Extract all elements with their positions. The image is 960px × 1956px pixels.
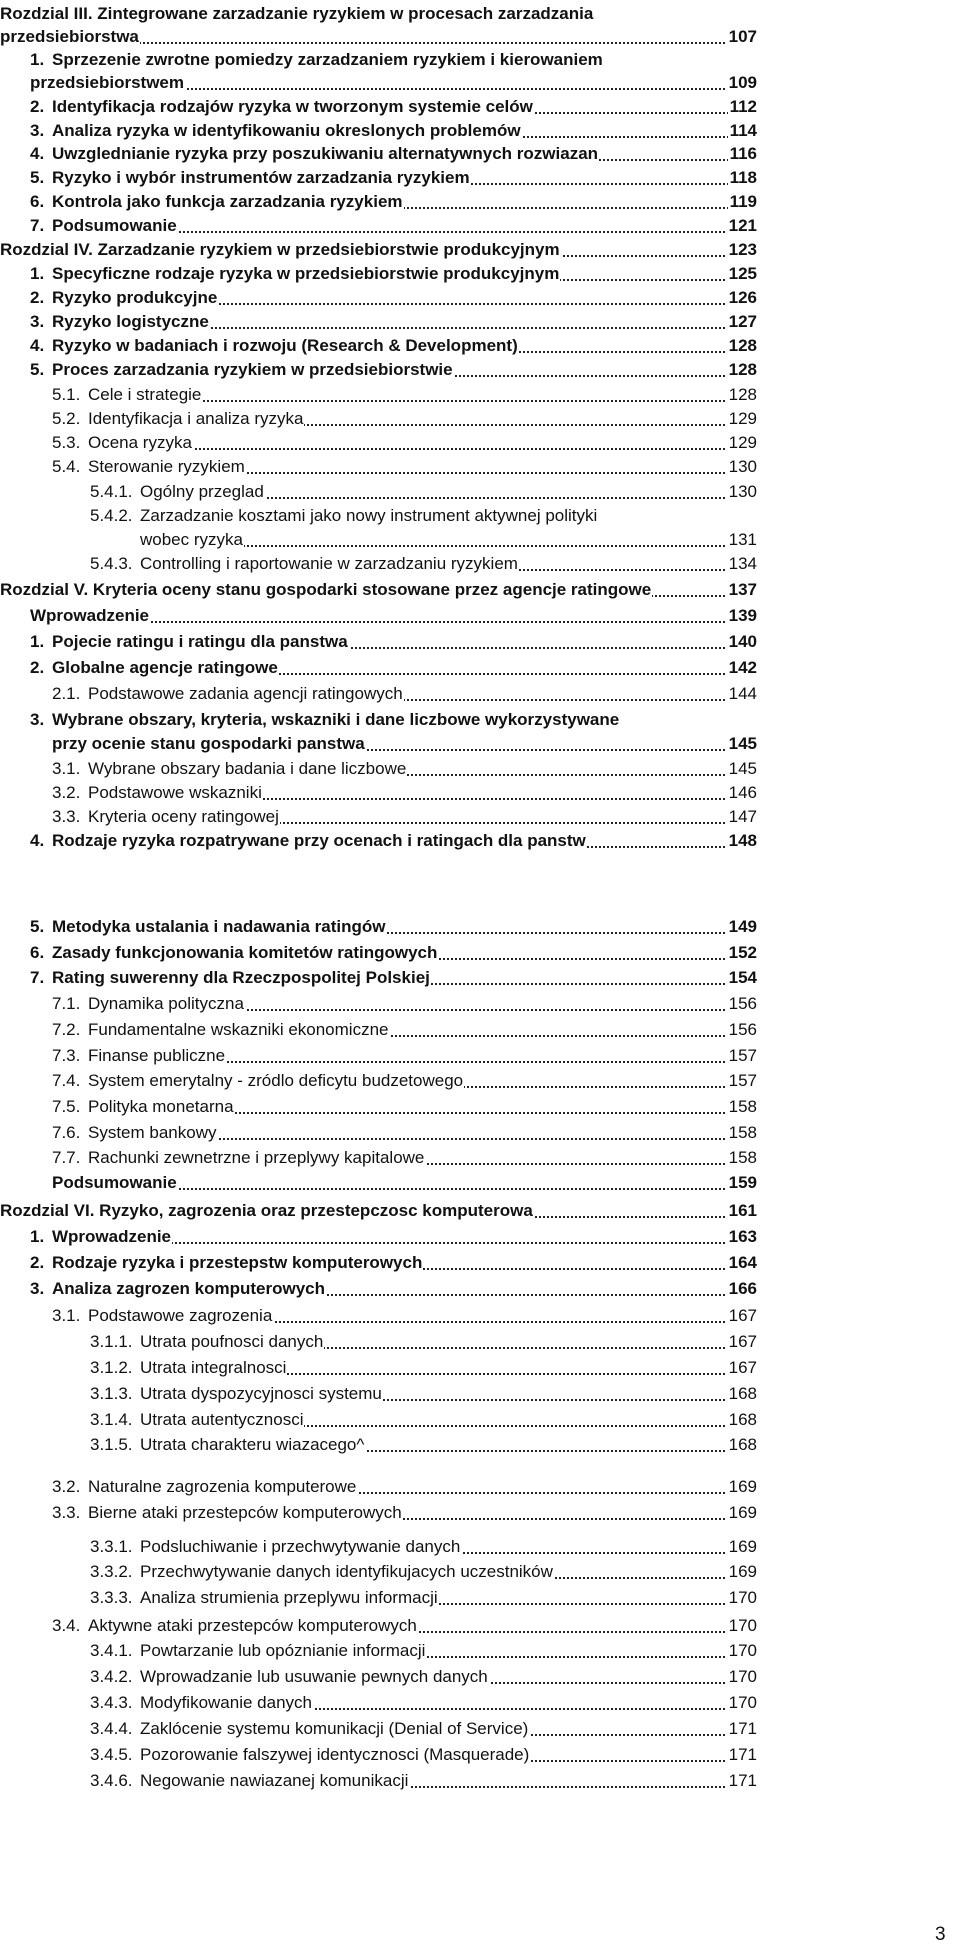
toc-page-number: 128 xyxy=(728,385,757,404)
toc-number: 3.4.3. xyxy=(90,1693,133,1712)
toc-number: 5.2. xyxy=(52,409,81,428)
toc-page-number: 158 xyxy=(728,1097,757,1116)
toc-entry xyxy=(0,287,770,313)
toc-page-number: 129 xyxy=(728,409,757,428)
toc-page-number: 168 xyxy=(728,1435,757,1454)
toc-title: Controlling i raportowanie w zarzadzaniu ryzykiem xyxy=(140,554,518,573)
toc-number: 3.4.1. xyxy=(90,1641,133,1660)
toc-title: Wybrane obszary badania i dane liczbowe xyxy=(88,759,407,778)
toc-entry xyxy=(0,1147,770,1173)
toc-page-number: 152 xyxy=(728,943,757,962)
toc-entry xyxy=(0,432,770,458)
toc-number: 4. xyxy=(30,336,45,355)
toc-entry xyxy=(0,1587,770,1613)
toc-page-number: 154 xyxy=(728,968,757,987)
toc-entry xyxy=(0,993,770,1019)
toc-page-number: 139 xyxy=(728,606,757,625)
toc-title: Podstawowe zadania agencji ratingowych xyxy=(88,684,403,703)
toc-title: System bankowy xyxy=(88,1123,217,1142)
toc-title: przy ocenie stanu gospodarki panstwa xyxy=(52,734,365,753)
toc-page-number: 166 xyxy=(728,1279,757,1298)
toc-title: Rodzaje ryzyka rozpatrywane przy ocenach i ratingach dla panstw xyxy=(52,831,586,850)
toc-entry xyxy=(0,683,770,709)
toc-title: Ryzyko w badaniach i rozwoju (Research & Development) xyxy=(52,336,518,355)
toc-number: 3.4.5. xyxy=(90,1745,133,1764)
toc-entry xyxy=(0,657,770,683)
toc-entry xyxy=(0,1561,770,1587)
toc-number: 3.1.3. xyxy=(90,1384,133,1403)
toc-title: Polityka monetarna xyxy=(88,1097,234,1116)
toc-entry xyxy=(0,758,770,784)
toc-page-number: 158 xyxy=(728,1123,757,1142)
toc-title: Finanse publiczne xyxy=(88,1046,226,1065)
toc-page-number: 148 xyxy=(728,831,757,850)
toc-number: 7.7. xyxy=(52,1148,81,1167)
toc-page-number: 127 xyxy=(728,312,757,331)
toc-title: Utrata charakteru wiazacego^ xyxy=(140,1435,365,1454)
toc-number: 2. xyxy=(30,97,45,116)
toc-page-number: 169 xyxy=(728,1562,757,1581)
toc-title: Identyfikacja rodzajów ryzyka w tworzonym systemie celów xyxy=(52,97,533,116)
toc-number: 7.4. xyxy=(52,1071,81,1090)
toc-entry xyxy=(0,167,770,193)
toc-title: Ryzyko produkcyjne xyxy=(52,288,218,307)
toc-entry xyxy=(0,830,770,856)
toc-page-number: 149 xyxy=(728,917,757,936)
toc-page-number: 125 xyxy=(728,264,757,283)
toc-page-number: 142 xyxy=(728,658,757,677)
toc-title: Pozorowanie falszywej identycznosci (Masquerade) xyxy=(140,1745,530,1764)
toc-title: Zarzadzanie kosztami jako nowy instrument aktywnej polityki xyxy=(140,506,598,525)
toc-number: 3.3. xyxy=(52,807,81,826)
toc-number: 2. xyxy=(30,1253,45,1272)
toc-page-number: 170 xyxy=(728,1616,757,1635)
toc-title: Utrata poufnosci danych xyxy=(140,1332,324,1351)
toc-entry xyxy=(0,579,770,605)
toc-page-number: 116 xyxy=(729,144,757,163)
toc-entry xyxy=(0,806,770,832)
toc-entry xyxy=(0,916,770,942)
toc-title: Kryteria oceny ratingowej xyxy=(88,807,279,826)
toc-title: przedsiebiorstwa xyxy=(0,27,139,46)
toc-number: 6. xyxy=(30,943,45,962)
toc-number: 5. xyxy=(30,917,45,936)
toc-number: 6. xyxy=(30,192,45,211)
toc-entry xyxy=(0,1409,770,1435)
toc-title: Wprowadzenie xyxy=(30,606,150,625)
toc-number: 7. xyxy=(30,968,45,987)
toc-title: Kontrola jako funkcja zarzadzania ryzykiem xyxy=(52,192,403,211)
toc-number: 3. xyxy=(30,1279,45,1298)
toc-entry xyxy=(0,1718,770,1744)
toc-title: Rachunki zewnetrzne i przeplywy kapitalowe xyxy=(88,1148,425,1167)
toc-page-number: 169 xyxy=(728,1537,757,1556)
toc-entry xyxy=(0,311,770,337)
toc-number: 3.2. xyxy=(52,783,81,802)
toc-page-number: 114 xyxy=(729,121,757,140)
toc-number: 5.3. xyxy=(52,433,81,452)
toc-number: 5.4.1. xyxy=(90,482,133,501)
toc-entry xyxy=(0,239,770,265)
toc-page-number: 170 xyxy=(728,1588,757,1607)
toc-number: 5.4.2. xyxy=(90,506,133,525)
toc-title: Podsluchiwanie i przechwytywanie danych xyxy=(140,1537,461,1556)
toc-number: 4. xyxy=(30,144,45,163)
toc-title: Wybrane obszary, kryteria, wskazniki i dane liczbowe wykorzystywane xyxy=(52,710,620,729)
toc-number: 3.3.1. xyxy=(90,1537,133,1556)
toc-title: Modyfikowanie danych xyxy=(140,1693,312,1712)
toc-number: 3.1. xyxy=(52,1306,81,1325)
toc-page-number: 157 xyxy=(728,1071,757,1090)
toc-page-number: 123 xyxy=(728,240,757,259)
toc-entry xyxy=(0,481,770,507)
toc-title: Ogólny przeglad xyxy=(140,482,264,501)
toc-number: 7.2. xyxy=(52,1020,81,1039)
toc-page-number: 147 xyxy=(728,807,757,826)
toc-entry xyxy=(0,1070,770,1096)
toc-entry xyxy=(0,1305,770,1331)
toc-entry xyxy=(0,1383,770,1409)
toc-page-number: 168 xyxy=(728,1384,757,1403)
toc-page-number: 171 xyxy=(728,1771,757,1790)
toc-page-number: 137 xyxy=(728,580,757,599)
toc-page-number: 156 xyxy=(728,994,757,1013)
toc-title: Proces zarzadzania ryzykiem w przedsiebiorstwie xyxy=(52,360,453,379)
toc-title: Podsumowanie xyxy=(52,1173,177,1192)
toc-entry xyxy=(0,1122,770,1148)
toc-entry xyxy=(0,215,770,241)
toc-page-number: 170 xyxy=(728,1667,757,1686)
toc-entry xyxy=(0,408,770,434)
toc-title: Uwzglednianie ryzyka przy poszukiwaniu alternatywnych rozwiazan xyxy=(52,144,599,163)
toc-page-number: 158 xyxy=(728,1148,757,1167)
toc-entry xyxy=(0,1252,770,1278)
toc-title: Powtarzanie lub opóznianie informacji xyxy=(140,1641,426,1660)
toc-page-number: 169 xyxy=(728,1477,757,1496)
toc-number: 4. xyxy=(30,831,45,850)
toc-entry xyxy=(0,1640,770,1666)
toc-page-number: 130 xyxy=(728,457,757,476)
toc-entry xyxy=(0,1476,770,1502)
toc-number: 5. xyxy=(30,360,45,379)
toc-number: 5.4. xyxy=(52,457,81,476)
toc-number: 1. xyxy=(30,50,45,69)
toc-number: 3.3.2. xyxy=(90,1562,133,1581)
toc-title: Podstawowe zagrozenia xyxy=(88,1306,273,1325)
toc-title: Specyficzne rodzaje ryzyka w przedsiebiorstwie produkcyjnym xyxy=(52,264,560,283)
toc-title: Rodzaje ryzyka i przestepstw komputerowych xyxy=(52,1253,423,1272)
toc-page-number: 167 xyxy=(728,1332,757,1351)
toc-title: Cele i strategie xyxy=(88,385,202,404)
toc-title: Wprowadzanie lub usuwanie pewnych danych xyxy=(140,1667,488,1686)
toc-title: Analiza zagrozen komputerowych xyxy=(52,1279,325,1298)
toc-entry xyxy=(0,505,770,531)
toc-page-number: 167 xyxy=(728,1358,757,1377)
toc-title: Przechwytywanie danych identyfikujacych uczestników xyxy=(140,1562,553,1581)
toc-number: 3.1.4. xyxy=(90,1410,133,1429)
toc-page-number: 146 xyxy=(728,783,757,802)
toc-title: Aktywne ataki przestepców komputerowych xyxy=(88,1616,417,1635)
toc-number: 3.4. xyxy=(52,1616,81,1635)
toc-number: 3.3. xyxy=(52,1503,81,1522)
toc-title: Bierne ataki przestepców komputerowych xyxy=(88,1503,402,1522)
toc-page-number: 170 xyxy=(728,1693,757,1712)
toc-title: Globalne agencje ratingowe xyxy=(52,658,278,677)
toc-number: 3. xyxy=(30,710,45,729)
toc-page-number: 118 xyxy=(729,168,757,187)
toc-entry xyxy=(0,1692,770,1718)
toc-entry xyxy=(0,263,770,289)
toc-entry xyxy=(0,553,770,579)
toc-title: wobec ryzyka xyxy=(140,530,243,549)
toc-page-number: 145 xyxy=(728,734,757,753)
dot-leader xyxy=(50,621,737,623)
toc-entry xyxy=(0,456,770,482)
toc-entry xyxy=(0,942,770,968)
toc-number: 3.3.3. xyxy=(90,1588,133,1607)
toc-entry xyxy=(0,1019,770,1045)
toc-number: 7.3. xyxy=(52,1046,81,1065)
toc-entry xyxy=(0,782,770,808)
toc-page-number: 156 xyxy=(728,1020,757,1039)
toc-entry xyxy=(0,1744,770,1770)
toc-title: Dynamika polityczna xyxy=(88,994,244,1013)
toc-page-number: 140 xyxy=(728,632,757,651)
toc-page-number: 119 xyxy=(729,192,757,211)
toc-title: Rozdzial IV. Zarzadzanie ryzykiem w przedsiebiorstwie produkcyjnym xyxy=(0,240,560,259)
toc-title: Zaklócenie systemu komunikacji (Denial of Service) xyxy=(140,1719,529,1738)
toc-page-number: 164 xyxy=(728,1253,757,1272)
toc-number: 5. xyxy=(30,168,45,187)
toc-entry xyxy=(0,1172,770,1198)
toc-title: Fundamentalne wskazniki ekonomiczne xyxy=(88,1020,389,1039)
toc-entry xyxy=(0,96,770,122)
toc-title: Rozdzial III. Zintegrowane zarzadzanie ryzykiem w procesach zarzadzania xyxy=(0,4,594,23)
toc-number: 3.2. xyxy=(52,1477,81,1496)
toc-page-number: 107 xyxy=(728,27,757,46)
toc-number: 7.1. xyxy=(52,994,81,1013)
toc-entry xyxy=(0,709,770,735)
toc-number: 3.4.6. xyxy=(90,1771,133,1790)
toc-entry xyxy=(0,1502,770,1528)
toc-entry xyxy=(0,605,770,631)
toc-title: Ocena ryzyka xyxy=(88,433,192,452)
toc-title: System emerytalny - zródlo deficytu budzetowego xyxy=(88,1071,464,1090)
toc-entry xyxy=(0,1357,770,1383)
toc-number: 3. xyxy=(30,121,45,140)
toc-entry xyxy=(0,384,770,410)
toc-entry xyxy=(0,1045,770,1071)
toc-entry xyxy=(0,1434,770,1460)
toc-entry xyxy=(0,967,770,993)
toc-title: przedsiebiorstwem xyxy=(30,73,184,92)
toc-page-number: 167 xyxy=(728,1306,757,1325)
toc-title: Utrata autentycznosci xyxy=(140,1410,304,1429)
toc-title: Naturalne zagrozenia komputerowe xyxy=(88,1477,357,1496)
toc-number: 3.4.4. xyxy=(90,1719,133,1738)
toc-number: 3.1.1. xyxy=(90,1332,133,1351)
toc-entry xyxy=(0,1278,770,1304)
toc-title: Pojecie ratingu i ratingu dla panstwa xyxy=(52,632,348,651)
toc-number: 2. xyxy=(30,658,45,677)
toc-page-number: 161 xyxy=(728,1201,757,1220)
toc-number: 3.1. xyxy=(52,759,81,778)
toc-entry xyxy=(0,1615,770,1641)
toc-page-number: 128 xyxy=(728,360,757,379)
toc-entry xyxy=(0,1536,770,1562)
toc-number: 7.5. xyxy=(52,1097,81,1116)
toc-title: Ryzyko i wybór instrumentów zarzadzania ryzykiem xyxy=(52,168,470,187)
toc-number: 3. xyxy=(30,312,45,331)
toc-entry xyxy=(0,1096,770,1122)
dot-leader xyxy=(160,545,737,547)
toc-page-number: 128 xyxy=(728,336,757,355)
toc-number: 7.6. xyxy=(52,1123,81,1142)
toc-entry xyxy=(0,733,770,759)
toc-entry xyxy=(0,529,770,555)
toc-title: Utrata integralnosci xyxy=(140,1358,287,1377)
toc-page-number: 157 xyxy=(728,1046,757,1065)
toc-entry xyxy=(0,1200,770,1226)
toc-title: Identyfikacja i analiza ryzyka xyxy=(88,409,304,428)
toc-title: Sprzezenie zwrotne pomiedzy zarzadzaniem ryzykiem i kierowaniem xyxy=(52,50,603,69)
toc-number: 2. xyxy=(30,288,45,307)
toc-title: Analiza ryzyka w identyfikowaniu okreslonych problemów xyxy=(52,121,521,140)
toc-title: Negowanie nawiazanej komunikacji xyxy=(140,1771,409,1790)
toc-title: Utrata dyspozycyjnosci systemu xyxy=(140,1384,382,1403)
toc-page-number: 163 xyxy=(728,1227,757,1246)
toc-title: Rozdzial VI. Ryzyko, zagrozenia oraz przestepczosc komputerowa xyxy=(0,1201,533,1220)
toc-number: 7. xyxy=(30,216,45,235)
toc-title: Rating suwerenny dla Rzeczpospolitej Polskiej xyxy=(52,968,430,987)
toc-number: 3.1.2. xyxy=(90,1358,133,1377)
toc-entry xyxy=(0,1331,770,1357)
toc-number: 3.1.5. xyxy=(90,1435,133,1454)
toc-page-number: 126 xyxy=(728,288,757,307)
toc-title: Wprowadzenie xyxy=(52,1227,172,1246)
toc-title: Sterowanie ryzykiem xyxy=(88,457,245,476)
toc-page-number: 159 xyxy=(728,1173,757,1192)
toc-entry xyxy=(0,335,770,361)
dot-leader xyxy=(108,448,737,450)
toc-entry xyxy=(0,143,770,169)
toc-number: 1. xyxy=(30,632,45,651)
toc-entry xyxy=(0,359,770,385)
toc-page-number: 171 xyxy=(728,1719,757,1738)
toc-entry xyxy=(0,1666,770,1692)
toc-title: Metodyka ustalania i nadawania ratingów xyxy=(52,917,386,936)
toc-title: Podstawowe wskazniki xyxy=(88,783,262,802)
toc-page-number: 121 xyxy=(728,216,757,235)
toc-number: 5.1. xyxy=(52,385,81,404)
toc-title: Zasady funkcjonowania komitetów ratingowych xyxy=(52,943,438,962)
toc-page-number: 112 xyxy=(729,97,757,116)
toc-page-number: 170 xyxy=(728,1641,757,1660)
toc-title: Podsumowanie xyxy=(52,216,177,235)
toc-entry xyxy=(0,1770,770,1796)
toc-entry xyxy=(0,631,770,657)
page-number: 3 xyxy=(935,1924,946,1945)
toc-title: Ryzyko logistyczne xyxy=(52,312,209,331)
toc-page-number: 131 xyxy=(728,530,757,549)
toc-page-number: 171 xyxy=(728,1745,757,1764)
toc-page-number: 134 xyxy=(728,554,757,573)
toc-title: Analiza strumienia przeplywu informacji xyxy=(140,1588,438,1607)
toc-number: 1. xyxy=(30,1227,45,1246)
toc-page-number: 130 xyxy=(728,482,757,501)
toc-number: 1. xyxy=(30,264,45,283)
toc-title: Rozdzial V. Kryteria oceny stanu gospodarki stosowane przez agencje ratingowe xyxy=(0,580,652,599)
toc-entry xyxy=(0,1226,770,1252)
toc-page-number: 168 xyxy=(728,1410,757,1429)
toc-number: 5.4.3. xyxy=(90,554,133,573)
toc-number: 3.4.2. xyxy=(90,1667,133,1686)
toc-number: 2.1. xyxy=(52,684,81,703)
toc-page-number: 145 xyxy=(728,759,757,778)
toc-entry xyxy=(0,72,770,98)
toc-page-number: 169 xyxy=(728,1503,757,1522)
toc-entry xyxy=(0,191,770,217)
toc-page-number: 129 xyxy=(728,433,757,452)
toc-page-number: 144 xyxy=(728,684,757,703)
toc-page-number: 109 xyxy=(728,73,757,92)
